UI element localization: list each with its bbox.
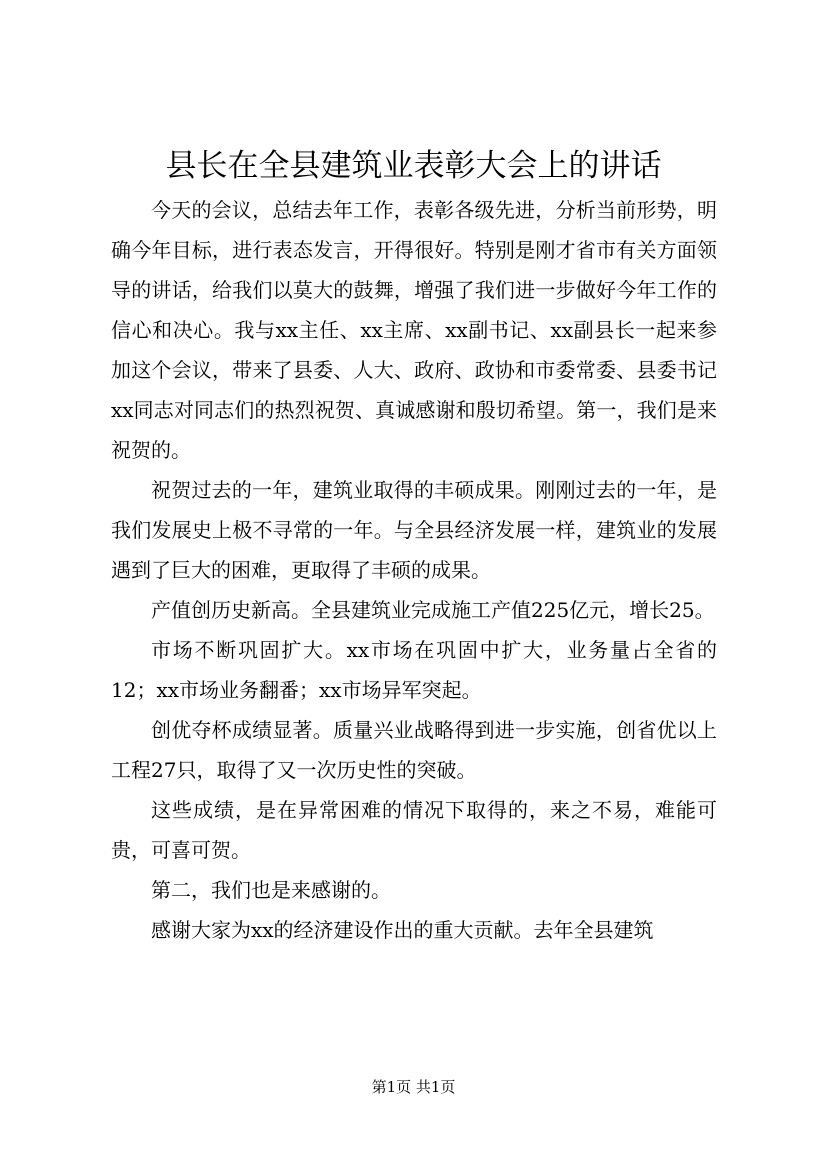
paragraph: 这些成绩，是在异常困难的情况下取得的，来之不易，难能可贵，可喜可贺。	[111, 798, 717, 862]
document-title: 县长在全县建筑业表彰大会上的讲话	[165, 148, 662, 184]
paragraph: 感谢大家为xx的经济建设作出的重大贡献。去年全县建筑	[151, 918, 654, 942]
document-body	[111, 190, 717, 950]
paragraph: 祝贺过去的一年，建筑业取得的丰硕成果。刚刚过去的一年，是我们发展史上极不寻常的一年。与全县经济发展一样，建筑业的发展遇到了巨大的困难，更取得了丰硕的成果。	[111, 478, 717, 582]
paragraph: 产值创历史新高。全县建筑业完成施工产值225亿元，增长25。	[151, 598, 715, 622]
paragraph: 今天的会议，总结去年工作，表彰各级先进，分析当前形势，明确今年目标，进行表态发言，开得很好。特别是刚才省市有关方面领导的讲话，给我们以莫大的鼓舞，增强了我们进一步做好今年工作的信心和决心。我与xx主任、xx主席、xx副书记、xx副县长一起来参加这个会议，带来了县委、人大、政府、政协和市委常委、县委书记xx同志对同志们的热烈祝贺、真诚感谢和殷切希望。第一，我们是来祝贺的。	[111, 198, 717, 462]
paragraph: 第二，我们也是来感谢的。	[151, 878, 391, 902]
page-number-footer: 第1页 共1页	[371, 1078, 456, 1096]
paragraph: 市场不断巩固扩大。xx市场在巩固中扩大，业务量占全省的12；xx市场业务翻番；xx市场异军突起。	[111, 638, 717, 702]
paragraph: 创优夺杯成绩显著。质量兴业战略得到进一步实施，创省优以上工程27只，取得了又一次历史性的突破。	[111, 718, 717, 782]
